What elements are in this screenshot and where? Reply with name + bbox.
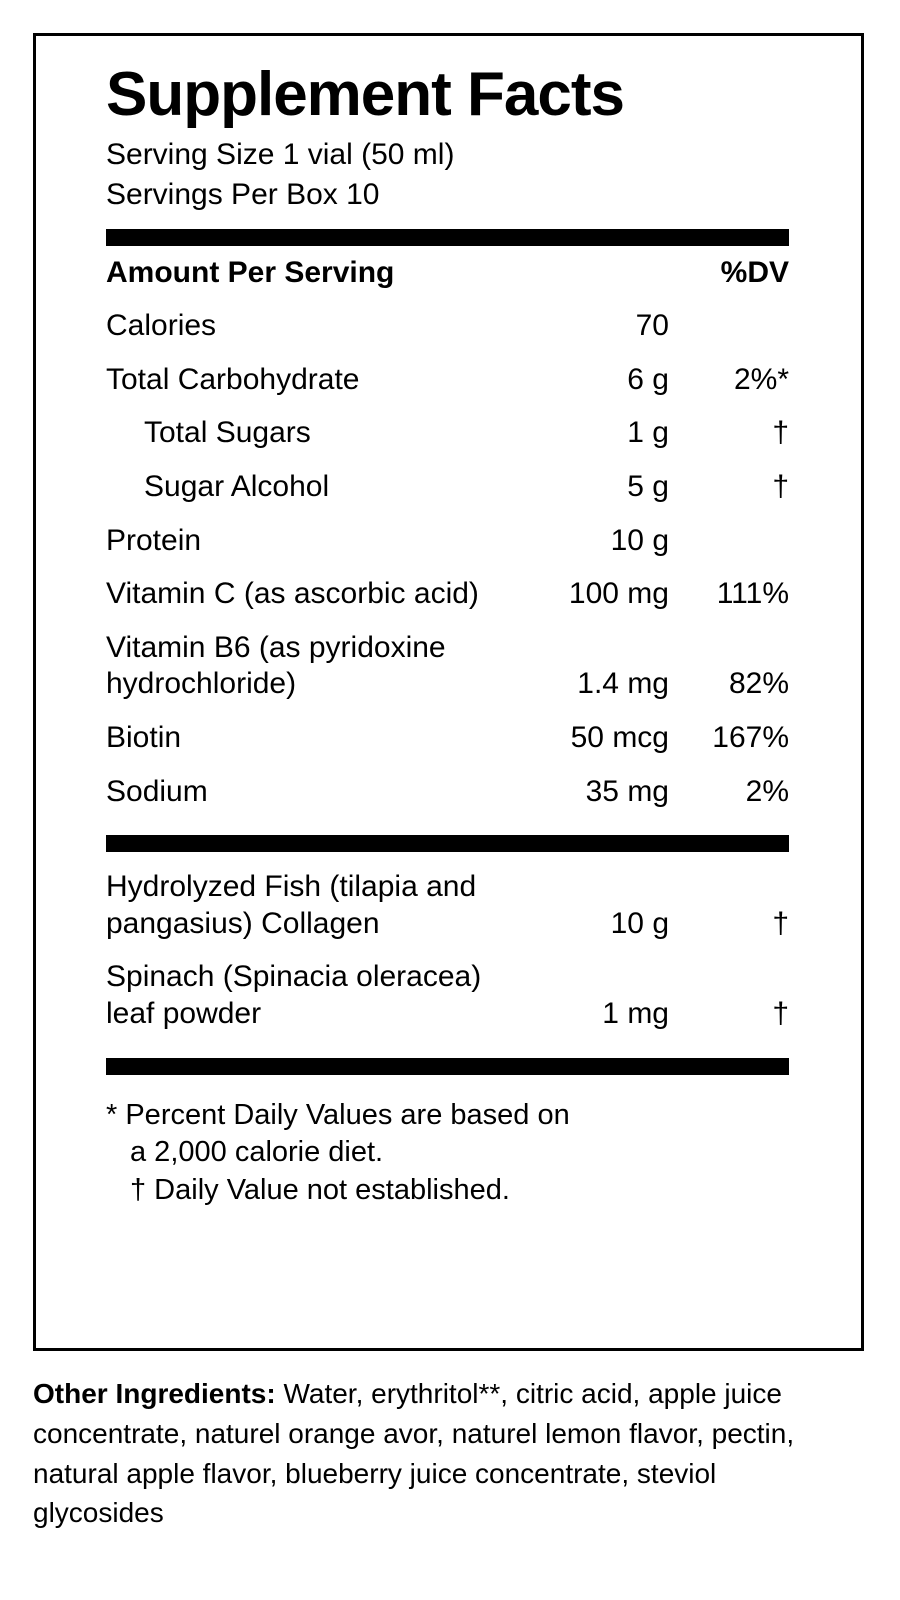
footnote-dv-basis-line1: * Percent Daily Values are based on <box>106 1098 570 1131</box>
nutrient-dv: 111% <box>716 577 789 611</box>
nutrient-dv <box>669 514 789 568</box>
divider-thick-top <box>106 229 789 246</box>
nutrient-amount: 70 <box>635 309 669 343</box>
nutrient-amount: 35 mg <box>585 774 669 808</box>
ingredient-amount: 1 mg <box>602 996 669 1030</box>
nutrient-amount: 1.4 mg <box>577 667 669 701</box>
dv-header: %DV <box>720 255 789 289</box>
table-row <box>106 567 789 621</box>
table-row <box>106 711 789 765</box>
other-ingredients-label: Other Ingredients: <box>33 1378 276 1409</box>
nutrient-amount: 50 mcg <box>570 720 669 754</box>
nutrient-name: Total Carbohydrate <box>106 362 360 396</box>
table-row <box>106 514 789 568</box>
divider-row <box>106 818 789 860</box>
amount-per-serving-label: Amount Per Serving <box>106 255 395 289</box>
divider-thick-bottom <box>106 1041 789 1083</box>
nutrition-table <box>106 246 789 1083</box>
table-row <box>106 299 789 353</box>
table-header-row <box>106 246 789 300</box>
ingredient-dv: † <box>772 906 789 940</box>
nutrient-amount: 100 mg <box>568 577 669 611</box>
footnote-dv-basis-line2: a 2,000 calorie diet. <box>130 1136 384 1169</box>
nutrient-amount: 10 g <box>610 523 669 557</box>
nutrient-dv: † <box>772 470 789 503</box>
nutrient-name: Total Sugars <box>144 416 311 450</box>
nutrient-amount: 1 g <box>627 416 669 450</box>
nutrient-dv: † <box>772 416 789 450</box>
footnotes <box>106 1097 796 1210</box>
nutrient-name: Biotin <box>106 720 182 754</box>
nutrient-dv: 167% <box>712 720 789 754</box>
divider-row <box>106 1041 789 1083</box>
nutrient-name: Calories <box>106 309 217 343</box>
amount-header-spacer <box>519 246 669 300</box>
nutrient-amount: 5 g <box>627 470 669 503</box>
other-ingredients-text: Water, erythritol**, citric acid, apple juice concentrate, naturel orange avor, naturel lemon flavor, pectin, natural apple flavor, blueberry juice concentrate, steviol glycosides <box>33 1378 795 1529</box>
nutrient-name: Vitamin C (as ascorbic acid) <box>106 577 479 611</box>
table-row <box>106 860 789 950</box>
table-row <box>106 950 789 1040</box>
nutrient-dv <box>669 299 789 353</box>
table-row <box>106 406 789 460</box>
table-row <box>106 353 789 407</box>
panel-title: Supplement Facts <box>106 60 624 129</box>
ingredient-name: Hydrolyzed Fish (tilapia and pangasius) Collagen <box>106 870 477 940</box>
supplement-facts-content <box>106 60 821 1210</box>
ingredient-amount: 10 g <box>610 906 669 940</box>
ingredient-dv: † <box>772 996 789 1030</box>
nutrient-name: Sugar Alcohol <box>144 470 330 503</box>
nutrient-name: Sodium <box>106 774 208 808</box>
nutrient-dv: 2% <box>745 774 789 808</box>
nutrient-dv: 2%* <box>733 362 789 396</box>
nutrient-name: Vitamin B6 (as pyridoxine hydrochloride) <box>106 630 446 701</box>
nutrient-name: Protein <box>106 523 202 557</box>
table-row <box>106 460 789 514</box>
nutrient-amount: 6 g <box>627 362 669 396</box>
supplement-facts-panel <box>33 33 864 1351</box>
table-row <box>106 621 789 711</box>
other-ingredients <box>33 1374 823 1533</box>
serving-size: Serving Size 1 vial (50 ml) <box>106 138 455 172</box>
servings-per-box: Servings Per Box 10 <box>106 178 380 212</box>
divider-thick-middle <box>106 818 789 860</box>
table-row <box>106 765 789 819</box>
nutrient-dv: 82% <box>728 667 789 701</box>
footnote-dagger: † Daily Value not established. <box>130 1173 510 1206</box>
ingredient-name: Spinach (Spinacia oleracea) leaf powder <box>106 960 482 1030</box>
